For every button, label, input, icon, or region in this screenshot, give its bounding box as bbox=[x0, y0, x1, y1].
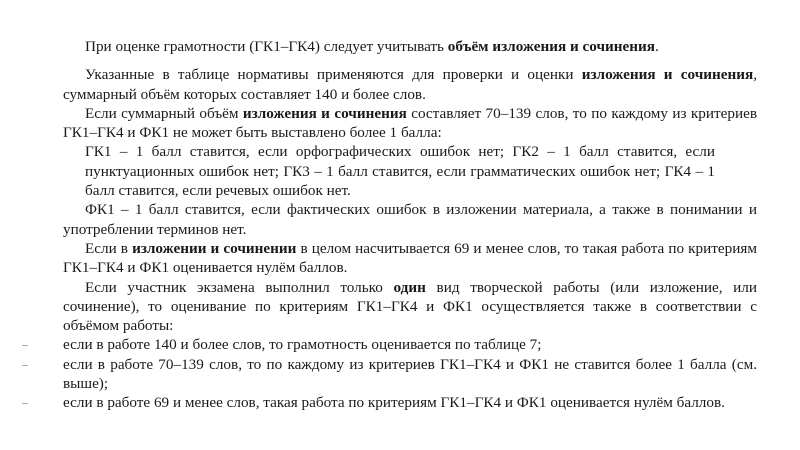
gk-line-1: ГК1 – 1 балл ставится, если орфографических ошибок нет; ГК2 – 1 балл ставится, если bbox=[85, 143, 715, 161]
text: Если в bbox=[85, 239, 133, 257]
bold-text: изложения и сочинения bbox=[242, 104, 407, 122]
text: вид творческой работы (или изложение, или сочинение), то оценивание по критериям ГК1–ГК4 и ФК1 осуществляется также в соответствии с объёмом работы: bbox=[63, 278, 757, 335]
paragraph-volume-note bbox=[63, 37, 757, 56]
text: Если участник экзамена выполнил только bbox=[85, 278, 394, 296]
dash-bullet-icon: – bbox=[22, 337, 28, 352]
document-page bbox=[22, 37, 758, 413]
paragraph-norms bbox=[63, 65, 757, 104]
list-item bbox=[22, 393, 757, 412]
dash-bullet-icon: – bbox=[22, 356, 28, 371]
text: составляет 70–139 слов, то по каждому из критериев ГК1–ГК4 и ФК1 не может быть выставлено более 1 балла: bbox=[63, 104, 757, 142]
dash-bullet-icon: – bbox=[22, 395, 28, 410]
paragraph-70-139 bbox=[63, 104, 757, 143]
gk-line-2: пунктуационных ошибок нет; ГК3 – 1 балл ставится, если грамматических ошибок нет; ГК4 – 1 bbox=[85, 162, 715, 180]
list-item-text: если в работе 140 и более слов, то грамотность оценивается по таблице 7; bbox=[63, 336, 542, 354]
list-item bbox=[22, 335, 757, 354]
text: , суммарный объём которых составляет 140 и более слов. bbox=[63, 66, 758, 103]
paragraph-single-work bbox=[63, 278, 757, 336]
bold-text: изложения и сочинения bbox=[581, 66, 754, 84]
text: . bbox=[655, 38, 659, 55]
list-item bbox=[22, 355, 757, 394]
list-item-text: если в работе 69 и менее слов, такая работа по критериям ГК1–ГК4 и ФК1 оценивается нулём баллов. bbox=[63, 394, 725, 412]
gk-criteria-block bbox=[63, 142, 715, 200]
gk-line-3: балл ставится, если речевых ошибок нет. bbox=[85, 182, 351, 200]
text: При оценке грамотности (ГК1–ГК4) следует учитывать bbox=[85, 38, 448, 55]
bold-text: объём изложения и сочинения bbox=[447, 38, 655, 55]
text: Указанные в таблице нормативы применяются для проверки и оценки bbox=[85, 66, 582, 84]
text: в целом насчитывается 69 и менее слов, то такая работа по критериям ГК1–ГК4 и ФК1 оценивается нулём баллов. bbox=[63, 239, 757, 277]
text: Если суммарный объём bbox=[85, 104, 243, 122]
paragraph-fk1: ФК1 – 1 балл ставится, если фактических ошибок в изложении материала, а также в понимании и употреблении терминов нет. bbox=[63, 201, 757, 238]
list-item-text: если в работе 70–139 слов, то по каждому из критериев ГК1–ГК4 и ФК1 не ставится более 1 балла (см. выше); bbox=[63, 355, 757, 393]
paragraph-69-less bbox=[63, 239, 757, 278]
bold-text: один bbox=[393, 278, 426, 296]
word-count-rules-list bbox=[22, 335, 757, 412]
bold-text: изложении и сочинении bbox=[132, 239, 297, 257]
